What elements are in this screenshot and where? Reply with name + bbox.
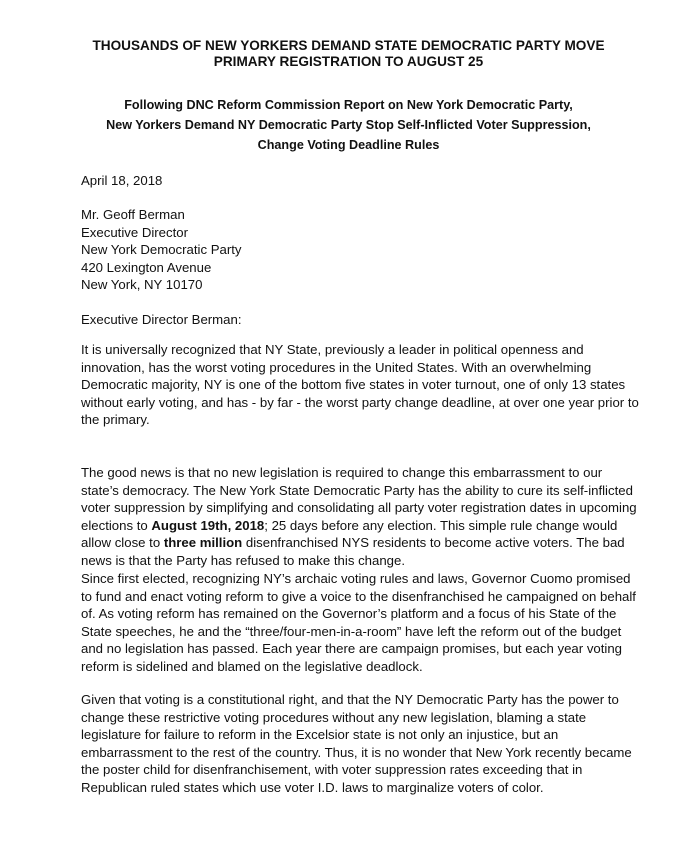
title-line-2: PRIMARY REGISTRATION TO AUGUST 25 [213,54,484,69]
press-release-subtitle [60,95,637,155]
recipient-organization: New York Democratic Party [81,242,242,257]
press-release-title [60,38,637,70]
recipient-street: 420 Lexington Avenue [81,259,212,275]
registration-date-highlight: August 19th, 2018 [151,517,265,533]
body-paragraph-3: Since first elected, recognizing NY’s archaic voting rules and laws, Governor Cuomo promised to fund and enact voting reform to give a voice to the disenfranchised he campaigned on behalf of. As voting reform has remained on the Governor’s platform and a focus of his State of the State speeches, he and the “three/four-men-in-a-room” have left the reform out of the budget and no legislation has passed. Each year there are campaign promises, but each year voting reform is sidelined and blamed on the legislative deadlock. [81,571,636,674]
subtitle-line-3: Change Voting Deadline Rules [257,138,440,152]
recipient-name: Mr. Geoff Berman [81,207,185,222]
body-paragraph-4: Given that voting is a constitutional right, and that the NY Democratic Party has the power to change these restrictive voting procedures without any new legislation, blaming a state legislature for failure to reform in the Excelsior state is not only an injustice, but an embarrassment to the rest of the country. Thus, it is no wonder that New York recently became the poster child for disenfranchisement, with voter suppression rates exceeding that in Republican ruled states which use voter I.D. laws to marginalize voters of color. [81,692,632,795]
recipient-city: New York, NY 10170 [81,277,203,292]
subtitle-line-1: Following DNC Reform Commission Report on New York Democratic Party, [124,98,573,112]
three-million-highlight: three million [163,535,243,550]
recipient-role: Executive Director [81,224,189,240]
recipient-address [81,206,641,294]
title-line-1: THOUSANDS OF NEW YORKERS DEMAND STATE DEMOCRATIC PARTY MOVE [92,38,605,53]
body-paragraph-2 [81,464,641,569]
letter-date: April 18, 2018 [81,173,163,188]
paragraph-2-text-b: ; 25 days before any election. This simple rule change would allow close to [81,517,618,550]
subtitle-line-2: New Yorkers Demand NY Democratic Party Stop Self-Inflicted Voter Suppression, [106,118,591,132]
body-paragraph-1: It is universally recognized that NY State, previously a leader in political openness and innovation, has the worst voting procedures in the United States. With an overwhelming Democratic majority, NY is one of the bottom five states in voter turnout, one of only 13 states without early voting, and has - by far - the worst party change deadline, at over one year prior to the primary. [81,342,639,427]
paragraph-2-text-c: disenfranchised NYS residents to become active voters. The bad news is that the Party has refused to make this change. [81,535,625,568]
paragraph-2-text-a: The good news is that no new legislation is required to change this embarrassment to our state’s democracy. The New York State Democratic Party has the ability to cure its self-inflicted voter suppression by simplifying and consolidating all party voter registration dates in upcoming elections to [81,465,637,533]
salutation: Executive Director Berman: [81,312,242,327]
